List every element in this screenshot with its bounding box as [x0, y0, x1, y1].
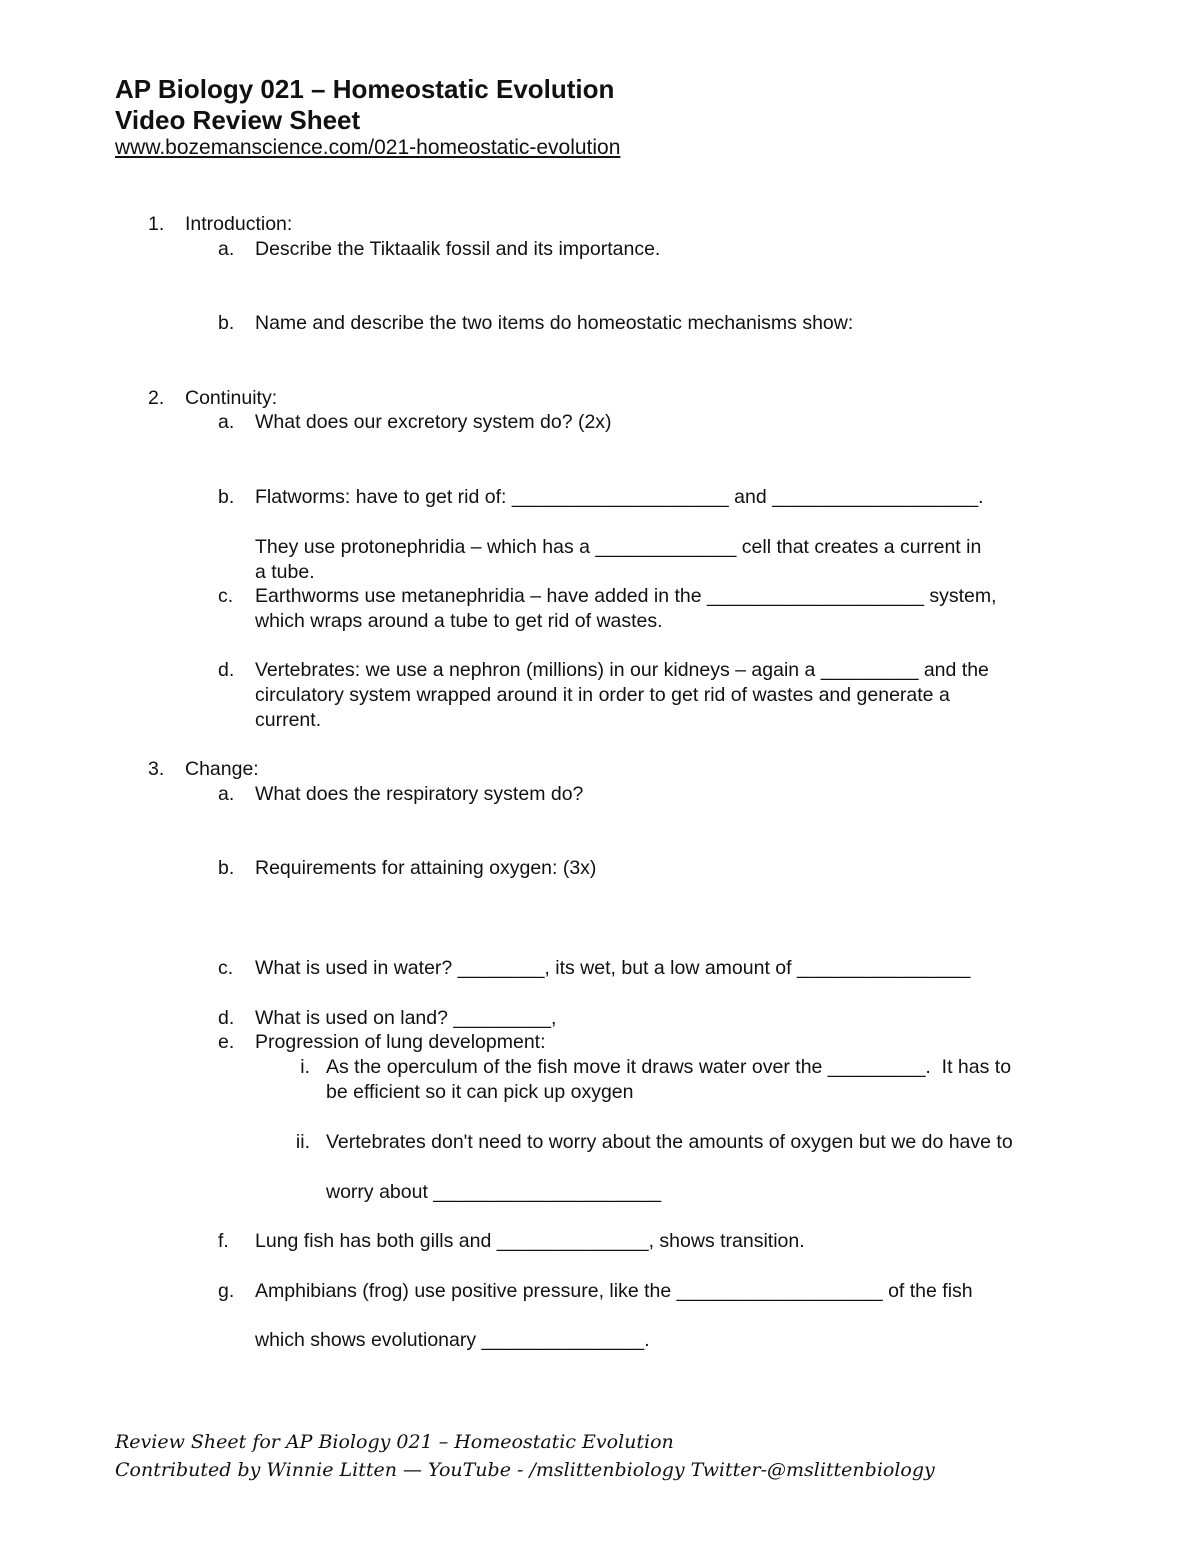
item-3f-label: f.	[218, 1230, 229, 1252]
item-2d-label: d.	[218, 659, 235, 681]
item-3f-text: Lung fish has both gills and ______________, shows transition.	[255, 1230, 805, 1252]
item-2a-text: What does our excretory system do? (2x)	[255, 411, 612, 433]
item-1a-label: a.	[218, 238, 235, 260]
item-3d-label: d.	[218, 1007, 235, 1029]
section-2-title: Continuity:	[185, 387, 278, 409]
item-3e-label: e.	[218, 1031, 235, 1053]
item-1b-text: Name and describe the two items do homeostatic mechanisms show:	[255, 312, 854, 334]
item-3a-text: What does the respiratory system do?	[255, 783, 584, 805]
item-1b-label: b.	[218, 312, 235, 334]
item-3c-text: What is used in water? ________, its wet, but a low amount of ________________	[255, 957, 971, 979]
item-3g-line-2: which shows evolutionary _______________.	[255, 1329, 650, 1351]
item-3e-ii-label: ii.	[295, 1131, 310, 1153]
item-3e-ii-line-1: Vertebrates don't need to worry about the amounts of oxygen but we do have to	[326, 1131, 1013, 1153]
item-2d-line-1: Vertebrates: we use a nephron (millions) in our kidneys – again a _________ and the	[255, 659, 989, 681]
item-3d-text: What is used on land? _________,	[255, 1007, 557, 1029]
item-3b-text: Requirements for attaining oxygen: (3x)	[255, 857, 597, 879]
item-3e-i-label: i.	[300, 1056, 310, 1078]
item-2b-line-3: a tube.	[255, 561, 315, 583]
item-2d-line-3: current.	[255, 709, 322, 731]
item-2d-line-2: circulatory system wrapped around it in order to get rid of wastes and generate a	[255, 684, 950, 706]
item-3e-i-line-2: be efficient so it can pick up oxygen	[326, 1081, 634, 1103]
section-1-number: 1.	[148, 213, 165, 235]
item-2b-line-2: They use protonephridia – which has a _____________ cell that creates a current in	[255, 536, 982, 558]
section-2-number: 2.	[148, 387, 165, 409]
item-2b-label: b.	[218, 486, 235, 508]
item-2b-line-1: Flatworms: have to get rid of: ____________________ and ___________________.	[255, 486, 984, 508]
item-3a-label: a.	[218, 783, 235, 805]
section-3-title: Change:	[185, 758, 259, 780]
item-2c-line-1: Earthworms use metanephridia – have added in the ____________________ system,	[255, 585, 997, 607]
section-3-number: 3.	[148, 758, 165, 780]
item-2a-label: a.	[218, 411, 235, 433]
item-1a-text: Describe the Tiktaalik fossil and its importance.	[255, 238, 661, 260]
item-2c-line-2: which wraps around a tube to get rid of wastes.	[255, 610, 663, 632]
item-3e-text: Progression of lung development:	[255, 1031, 546, 1053]
section-1-title: Introduction:	[185, 213, 293, 235]
item-3e-ii-line-2: worry about _____________________	[326, 1181, 662, 1203]
item-3c-label: c.	[218, 957, 234, 979]
page-title: AP Biology 021 – Homeostatic Evolution	[115, 74, 615, 104]
footer-line-1: Review Sheet for AP Biology 021 – Homeostatic Evolution	[115, 1431, 674, 1453]
item-3g-line-1: Amphibians (frog) use positive pressure, like the ___________________ of the fish	[255, 1280, 973, 1302]
footer-line-2: Contributed by Winnie Litten — YouTube - /mslittenbiology Twitter-@mslittenbiology	[115, 1459, 935, 1481]
item-2c-label: c.	[218, 585, 234, 607]
source-link[interactable]: www.bozemanscience.com/021-homeostatic-evolution	[115, 136, 621, 159]
item-3e-i-line-1: As the operculum of the fish move it draws water over the _________. It has to	[326, 1056, 1012, 1078]
item-3b-label: b.	[218, 857, 235, 879]
page-subtitle: Video Review Sheet	[115, 105, 361, 135]
item-3g-label: g.	[218, 1280, 235, 1302]
